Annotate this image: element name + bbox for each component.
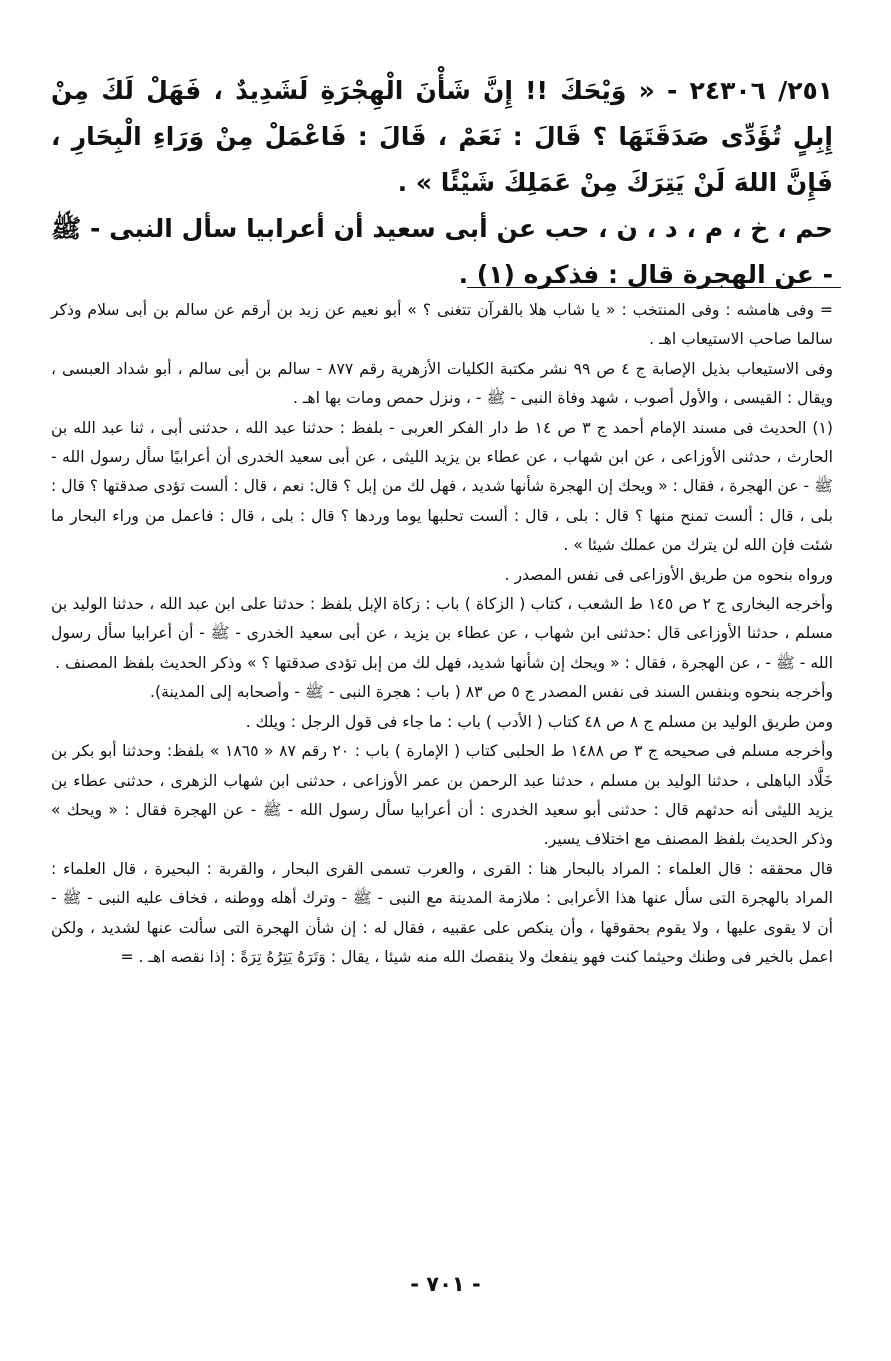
footnote-paragraph: ورواه بنحوه من طريق الأوزاعى فى نفس المصدر .	[504, 565, 833, 584]
footnote-paragraph: وأخرجه مسلم فى صحيحه ج ٣ ص ١٤٨٨ ط الحلبى كتاب ( الإمارة ) باب : ٢٠ رقم ٨٧ « ١٨٦٥ » بلفظ: وحدثنا أبو بكر بن خَلَّاد الباهلى ، حدثنا الوليد بن مسلم ، حدثنا عبد الرحمن بن عمر الأوزاعى ، حدثنى ابن شهاب الزهرى ، حدثنى عطاء بن يزيد الليثى أنه حدثهم قال : حدثنى أبو سعيد الخدرى : أن أعرابيا سأل رسول الله - ﷺ - عن الهجرة فقال : « ويحك » وذكر الحديث بلفظ المصنف مع اختلاف يسير.	[51, 742, 833, 849]
footnote-paragraph: = وفى هامشه : وفى المنتخب : « يا شاب هلا بالقرآن تتغنى ؟ » أبو نعيم عن زيد بن أرقم عن سالم بن أبى سلام وذكر سالما صاحب الاستيعاب اهـ .	[51, 301, 833, 349]
footnote-paragraph: ومن طريق الوليد بن مسلم ج ٨ ص ٤٨ كتاب ( الأدب ) باب : ما جاء فى قول الرجل : ويلك .	[245, 712, 833, 731]
footnote-paragraph: وفى الاستيعاب بذيل الإصابة ج ٤ ص ٩٩ نشر مكتبة الكليات الأزهرية رقم ٨٧٧ - سالم بن أبى سالم ، أبو شداد العبسى ، ويقال : القيسى ، والأول أصوب ، شهد وفاة النبى - ﷺ - ، ونزل حمص ومات بها اهـ .	[51, 359, 833, 408]
footnote-paragraph: وأخرجه البخارى ج ٢ ص ١٤٥ ط الشعب ، كتاب ( الزكاة ) باب : زكاة الإبل بلفظ : حدثنا على ابن عبد الله ، حدثنا الوليد بن مسلم ، حدثنا الأوزاعى قال :حدثنى ابن شهاب ، عن عطاء بن يزيد ، عن أبى سعيد الخدرى - ﷺ - أن أعرابيا سأل رسول الله - ﷺ - ، عن الهجرة ، فقال : « ويحك إن شأنها شديد، فهل لك من إبل تؤدى صدقتها ؟ » وذكر الحديث بلفظ المصنف .	[51, 595, 833, 672]
hadith-matn: ٢٥١/ ٢٤٣٠٦ - « وَيْحَكَ !! إِنَّ شَأْنَ الْهِجْرَةِ لَشَدِيدٌ ، فَهَلْ لَكَ مِنْ إِبِلٍ تُؤَدِّى صَدَقَتَهَا ؟ قَالَ : نَعَمْ ، قَالَ : فَاعْمَلْ مِنْ وَرَاءِ الْبِحَارِ ، فَإِنَّ اللهَ لَنْ يَتِرَكَ مِنْ عَمَلِكَ شَيْئًا » .	[51, 76, 833, 197]
page-number: - ٧٠١ -	[410, 1272, 481, 1296]
footnote-paragraph: قال محققه : قال العلماء : المراد بالبحار هنا : القرى ، والعرب تسمى القرى البحار ، والقربة : البحيرة ، قال العلماء : المراد بالهجرة التى سأل عنها هذا الأعرابى : ملازمة المدينة مع النبى - ﷺ - وترك أهله ووطنه ، فخاف عليه النبى - ﷺ - أن لا يقوى عليها ، ولا يقوم بحقوقها ، وأن ينكص على عقبيه ، فقال له : إن شأن الهجرة التى سألت عنها لشديد ، ولكن اعمل بالخير فى وطنك وحيثما كنت فهو ينفعك ولا ينقصك الله منه شيئا ، يقال : وَتَرَهُ يَتِرُهُ تِرَةً : إذا نقصه اهـ . =	[51, 859, 833, 966]
footnote-paragraph: وأخرجه بنحوه وبنفس السند فى نفس المصدر ج ٥ ص ٨٣ ( باب : هجرة النبى - ﷺ - وأصحابه إلى المدينة).	[150, 683, 833, 702]
footnote-separator	[467, 287, 841, 288]
hadith-text	[51, 68, 833, 298]
footnote-paragraph: (١) الحديث فى مسند الإمام أحمد ج ٣ ص ١٤ ط دار الفكر العربى - بلفظ : حدثنا عبد الله ، حدثنى أبى ، ثنا عبد الله بن الحارث ، حدثنى الأوزاعى ، عن ابن شهاب ، عن عطاء بن يزيد الليثى ، عن أبى سعيد الخدرى أن أعرابيًا سأل رسول الله - ﷺ - عن الهجرة ، فقال : « ويحك إن الهجرة شأنها شديد ، فهل لك من إبل ؟ قال: نعم ، قال : ألست تؤدى صدقتها ؟ قال : بلى ، قال : ألست تمنح منها ؟ قال : بلى ، قال : ألست تحلبها يوما وردها ؟ قال : بلى ، قال : فاعمل من وراء البحار ما شئت فإن الله لن يترك من عملك شيئا » .	[51, 418, 833, 555]
hadith-takhrij: حم ، خ ، م ، د ، ن ، حب عن أبى سعيد أن أعرابيا سأل النبى - ﷺ - عن الهجرة قال : فذكره (١) .	[51, 214, 833, 289]
footnotes	[51, 296, 833, 972]
